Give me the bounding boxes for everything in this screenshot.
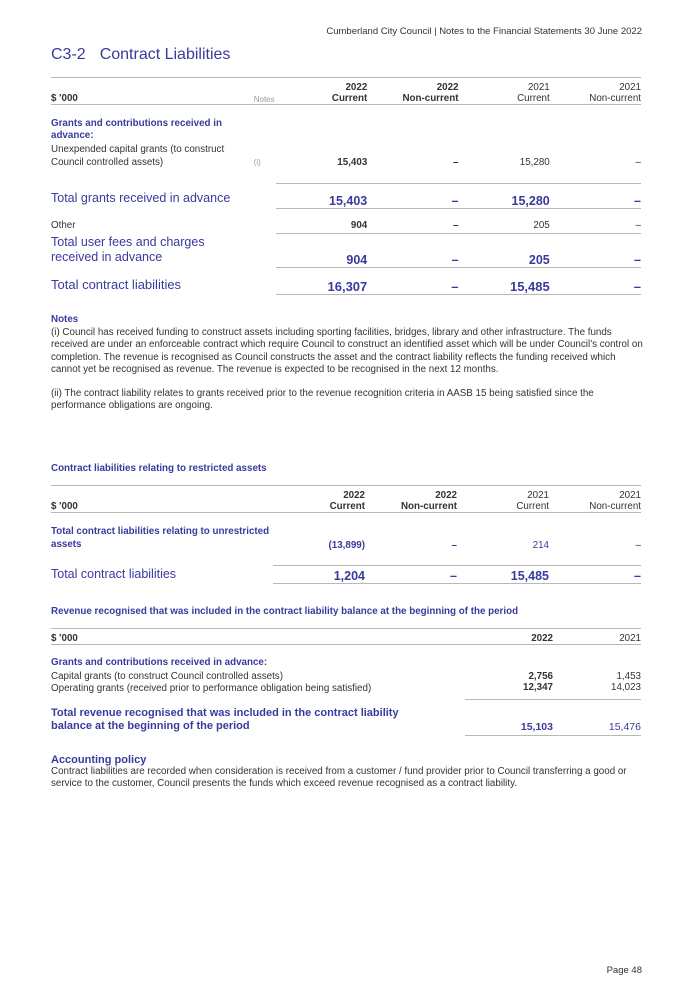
table-row <box>51 682 641 700</box>
col-year: 2022 <box>436 82 459 93</box>
cell-value: 15,280 <box>519 156 550 168</box>
group-heading-row <box>51 645 641 668</box>
cell-value: – <box>365 565 457 583</box>
col-year: 2021 <box>619 633 641 644</box>
group-heading: Grants and contributions received in advance: <box>51 118 222 141</box>
cell-value: – <box>367 233 458 267</box>
table-header-row <box>51 78 641 93</box>
col-type: Current <box>331 93 368 104</box>
table-row <box>51 142 641 183</box>
row-label: Total contract liabilities relating to unrestricted assets <box>51 526 270 550</box>
policy-text: Contract liabilities are recorded when consideration is received from a customer / fund provider prior to Council transferring a good or service to the customer, Council presents the funds which exceed revenue recognised as a contract liability. <box>51 766 627 789</box>
cell-value: 15,485 <box>459 267 550 294</box>
notes-title: Notes <box>51 314 79 325</box>
section-heading <box>51 46 230 64</box>
cell-value: 15,476 <box>553 700 641 736</box>
note-ref: (i) <box>253 158 261 167</box>
total-row <box>51 267 641 294</box>
cell-value: 2,756 <box>528 671 553 682</box>
cell-value: 904 <box>276 233 367 267</box>
cell-value: 12,347 <box>523 682 553 693</box>
row-label: Total grants received in advance <box>51 191 231 205</box>
page-number: Page 48 <box>606 965 642 976</box>
note-i: (i) Council has received funding to construct assets including sporting facilities, bridges, library and other infrastructure. The funds received are under an enforceable contract which require Council to construct an identified asset which will be under Council’s control on completion. The revenue is recognised as Council constructs the asset and the contract liability reflects the funding received which cannot yet be recognised as revenue. The revenue is expected to be recognised in the next 12 months. <box>51 326 643 375</box>
col-year: 2021 <box>527 82 550 93</box>
group-heading: Grants and contributions received in advance: <box>51 657 268 668</box>
unit-label: $ '000 <box>51 93 78 104</box>
section-number: C3-2 <box>51 46 86 63</box>
row-label: Unexpended capital grants (to construct Council controlled assets) <box>51 144 225 168</box>
contract-liabilities-table <box>51 77 641 295</box>
cell-value: 15,403 <box>337 156 368 168</box>
unit-label: $ '000 <box>51 501 78 512</box>
col-year: 2022 <box>531 633 553 644</box>
cell-value: 16,307 <box>276 267 367 294</box>
col-type: Non-current <box>589 501 641 512</box>
cell-value: – <box>635 539 641 551</box>
col-year: 2021 <box>527 490 549 501</box>
cell-value: 214 <box>532 539 549 551</box>
cell-value: – <box>367 267 458 294</box>
notes-block <box>51 314 643 424</box>
total-row <box>51 700 641 736</box>
cell-value: – <box>451 539 457 551</box>
revenue-heading: Revenue recognised that was included in the contract liability balance at the beginning of the period <box>51 606 519 617</box>
cell-value: – <box>453 156 459 168</box>
col-year: 2022 <box>345 82 368 93</box>
unit-label: $ '000 <box>51 633 78 644</box>
table-row <box>51 513 641 565</box>
total-row <box>51 565 641 583</box>
cell-value: – <box>550 267 641 294</box>
cell-value: 14,023 <box>611 682 641 693</box>
row-label: Total contract liabilities <box>51 277 182 292</box>
accounting-policy <box>51 754 643 790</box>
cell-value: (13,899) <box>328 539 365 551</box>
total-row <box>51 183 641 208</box>
cell-value: 904 <box>276 208 367 233</box>
cell-value: – <box>635 156 641 168</box>
row-label: Total user fees and charges received in advance <box>51 235 205 264</box>
group-heading-row <box>51 105 641 142</box>
restricted-assets-table <box>51 485 641 584</box>
policy-title: Accounting policy <box>51 754 147 766</box>
row-label: Capital grants (to construct Council controlled assets) <box>51 671 283 682</box>
revenue-table <box>51 628 641 736</box>
col-year: 2022 <box>435 490 457 501</box>
cell-value: 1,453 <box>616 671 641 682</box>
row-label: Total revenue recognised that was included in the contract liability balance at the beginning of the period <box>51 706 399 732</box>
col-type: Non-current <box>402 93 459 104</box>
cell-value: – <box>550 233 641 267</box>
table-row <box>51 208 641 233</box>
col-year: 2022 <box>343 490 365 501</box>
table-header-row <box>51 93 641 105</box>
col-type: Current <box>329 501 365 512</box>
total-row <box>51 233 641 267</box>
col-type: Non-current <box>400 501 457 512</box>
cell-value: 15,103 <box>465 700 553 736</box>
cell-value: 15,485 <box>457 565 549 583</box>
col-type: Current <box>516 501 549 512</box>
col-year: 2021 <box>619 82 641 93</box>
cell-value: – <box>550 208 641 233</box>
col-year: 2021 <box>619 490 641 501</box>
cell-value: – <box>550 183 641 208</box>
section-title: Contract Liabilities <box>99 46 231 63</box>
cell-value: 15,403 <box>276 183 367 208</box>
col-type: Non-current <box>589 93 641 104</box>
cell-value: – <box>367 208 458 233</box>
cell-value: 1,204 <box>273 565 365 583</box>
restricted-heading: Contract liabilities relating to restricted assets <box>51 463 267 474</box>
cell-value: – <box>367 183 458 208</box>
row-label: Total contract liabilities <box>51 567 177 581</box>
table-header-row <box>51 501 641 513</box>
table-row <box>51 668 641 682</box>
col-type: Current <box>517 93 550 104</box>
table-header-row <box>51 486 641 501</box>
table-header-row <box>51 629 641 645</box>
cell-value: – <box>549 565 641 583</box>
cell-value: 15,280 <box>459 183 550 208</box>
running-header: Cumberland City Council | Notes to the Financial Statements 30 June 2022 <box>326 26 642 37</box>
row-label: Operating grants (received prior to performance obligation being satisfied) <box>51 682 372 694</box>
cell-value: 205 <box>459 233 550 267</box>
notes-column-header: Notes <box>253 95 275 104</box>
cell-value: 205 <box>459 208 550 233</box>
note-ii: (ii) The contract liability relates to grants received prior to the revenue recognition criteria in AASB 15 being satisfied since the performance obligations are ongoing. <box>51 387 594 411</box>
row-label: Other <box>51 220 76 231</box>
